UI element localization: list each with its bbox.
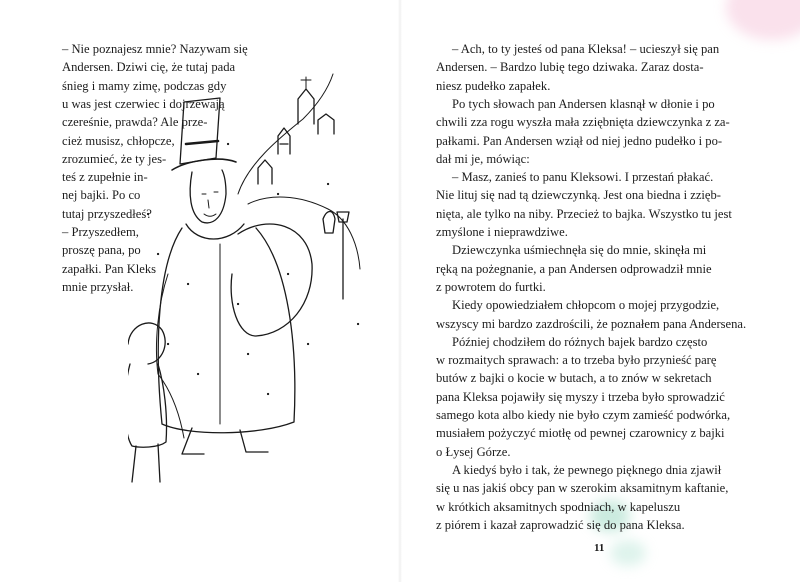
text-line: butów z bajki o kocie w butach, a to znów w sekretach xyxy=(436,371,712,386)
text-line: – Nie poznajesz mnie? Nazywam się xyxy=(62,42,248,56)
text-line: pana Kleksa pojawiły się myszy i trzeba było sprowadzić xyxy=(436,389,725,404)
text-line: samego kota albo kiedy nie było czym zamieść podwórka, xyxy=(436,408,731,422)
text-line: w rozmaitych sprawach: a to trzeba było przynieść parę xyxy=(436,353,717,368)
text-line: – Masz, zanieś to panu Kleksowi. I przestań płakać. xyxy=(452,170,714,185)
text-line: z piórem i kazał zaprowadzić się do pana Kleksa. xyxy=(436,517,685,532)
text-line: Nie lituj się nad tą dziewczynką. Jest ona biedna i zzięb- xyxy=(436,188,722,203)
text-line: Kiedy opowiedziałem chłopcom o mojej przygodzie, xyxy=(452,298,720,313)
text-line: w krótkich aksamitnych spodniach, w kapeluszu xyxy=(436,499,681,514)
text-line: mnie przysłał. xyxy=(62,279,134,294)
text-line: proszę pana, po xyxy=(62,243,141,258)
text-line: tutaj przyszedłeś? xyxy=(62,206,152,221)
text-line: Po tych słowach pan Andersen klasnął w dłonie i po xyxy=(452,96,715,111)
text-line: śnieg i mamy zimę, podczas gdy xyxy=(62,78,227,93)
text-line: pałkami. Pan Andersen wziął od niej jedno pudełko i po- xyxy=(436,133,723,148)
text-line: z powrotem do furtki. xyxy=(436,279,546,294)
text-line: dał mi je, mówiąc: xyxy=(436,151,530,166)
text-line: zrozumieć, że ty jes- xyxy=(62,151,167,166)
text-line: A kiedyś było i tak, że pewnego pięknego dnia zjawił xyxy=(452,462,722,477)
text-line: zmyślone i nieprawdziwe. xyxy=(436,225,568,239)
text-line: czereśnie, prawda? Ale prze- xyxy=(62,115,208,130)
text-line: musiałem pożyczyć miotłę od pewnej czarownicy z bajki xyxy=(436,426,725,441)
text-line: – Przyszedłem, xyxy=(62,225,139,239)
text-line: Dziewczynka uśmiechnęła się do mnie, skinęła mi xyxy=(452,243,707,258)
text-line: nej bajki. Po co xyxy=(62,188,141,203)
text-line: nięta, ale tylko na niby. Przecież to bajka. Wszystko tu jest xyxy=(436,206,732,221)
text-line: Później chodziłem do różnych bajek bardzo często xyxy=(452,334,708,349)
page-number: 11 xyxy=(594,542,605,554)
text-line: się u nas jakiś obcy pan w szerokim aksamitnym kaftanie, xyxy=(436,481,729,496)
text-line: niesz pudełko zapałek. xyxy=(436,78,551,93)
text-line: – Ach, to ty jesteś od pana Kleksa! – ucieszył się pan xyxy=(452,42,720,56)
text-line: u was jest czerwiec i dojrzewają xyxy=(62,96,225,111)
text-line: o Łysej Górze. xyxy=(436,444,511,459)
text-line: cież musisz, chłopcze, xyxy=(62,133,175,148)
text-line: ręką na pożegnanie, a pan Andersen odprowadził mnie xyxy=(436,261,712,276)
text-line: Andersen. – Bardzo lubię tego dziwaka. Zaraz dosta- xyxy=(436,60,704,75)
watercolor-splash-bottom-small xyxy=(610,540,646,566)
text-line: chwili zza rogu wyszła mała zziębnięta dziewczynka z za- xyxy=(436,115,730,130)
text-line: zapałki. Pan Kleks xyxy=(62,261,157,276)
text-line: teś z zupełnie in- xyxy=(62,170,148,185)
text-line: Andersen. Dziwi cię, że tutaj pada xyxy=(62,60,236,75)
book-gutter xyxy=(398,0,402,582)
text-line: wszyscy mi bardzo zazdrościli, że poznałem pana Andersena. xyxy=(436,316,747,331)
